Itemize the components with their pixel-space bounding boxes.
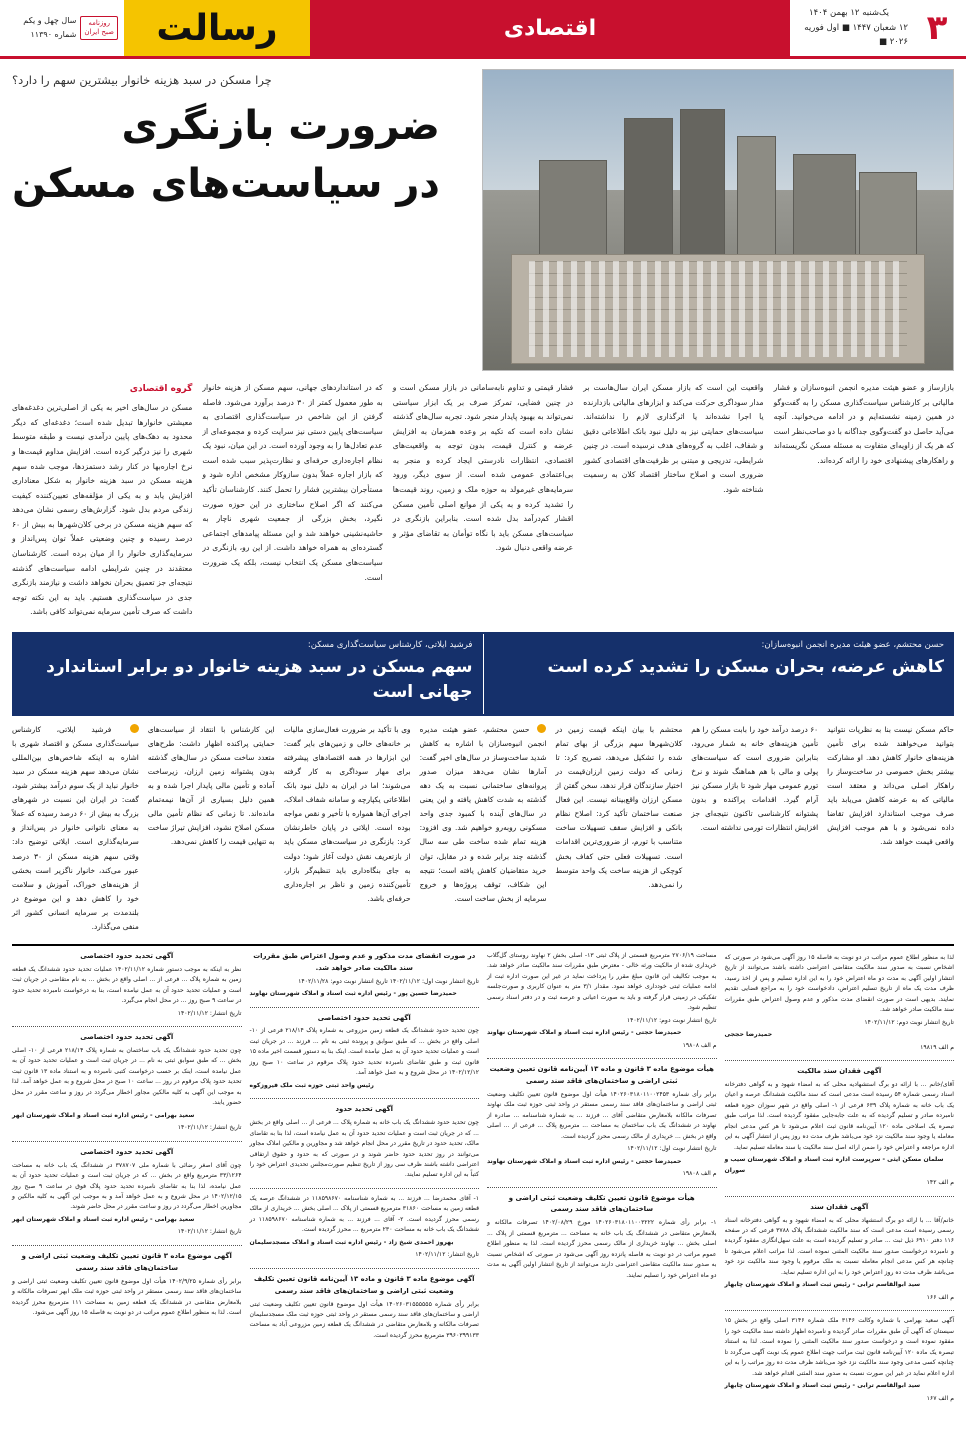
interview-body bbox=[0, 716, 966, 940]
section-title: اقتصادی bbox=[310, 0, 790, 56]
interview-1-col-2 bbox=[148, 723, 275, 934]
photo-building bbox=[859, 172, 917, 258]
ad-signature: سید ابوالقاسم ترابی - رئیس ثبت اسناد و املاک شهرستان چابهار bbox=[724, 1281, 921, 1289]
interview-1-eyebrow: فرشید ایلاتی، کارشناس سیاست‌گذاری مسکن: bbox=[307, 639, 473, 650]
ad-body: برابر رأی شماره ۱۴۰۲/۹/۲۵ هیأت اول موضوع قانون تعیین تکلیف وضعیت ثبتی اراضی و ساختمان‌های فاقد سند رسمی مستقر در واحد ثبتی حوزه ثبت ملک ابهر تصرفات مالکانه و بلامعارض متقاضی در ششدانگ یک قطعه زمین به مساحت ۱۱۱ مترمربع محرز گردیده است. لذا به منظور اطلاع عموم مراتب در دو نوبت به فاصله ۱۵ روز آگهی می‌شود. bbox=[12, 1277, 242, 1317]
ad-body: لذا به منظور اطلاع عموم مراتب در دو نوبت به فاصله ۱۵ روز آگهی می‌شود در صورتی که اشخاص نسبت به صدور سند مالکیت متقاضی اعتراضی داشته باشند می‌توانند از تاریخ انتشار اولین آگهی به مدت دو ماه اعتراض خود را به این اداره تسلیم و پس از اخذ رسید، ظرف مدت یک ماه از تاریخ تسلیم اعتراض، دادخواست خود را به مراجع قضایی تقدیم نمایند. بدیهی است در صورت انقضای مدت مذکور و عدم وصول اعتراض طبق مقررات سند مالکیت صادر خواهد شد. bbox=[724, 953, 954, 1014]
headline-line-2: در سیاست‌های مسکن bbox=[12, 161, 440, 207]
classifieds-column-3 bbox=[250, 951, 480, 1411]
stamp-line-1: روزنامه bbox=[88, 18, 111, 27]
ad-title: در صورت انقضای مدت مذکور و عدم وصول اعتراض طبق مقررات سند مالکیت صادر خواهد شد. bbox=[253, 951, 476, 972]
ad-separator bbox=[487, 1058, 717, 1059]
classifieds-section bbox=[0, 946, 966, 1419]
ad-date: تاریخ انتشار نوبت دوم: ۱۴۰۲/۱۱/۱۲ bbox=[626, 1016, 717, 1024]
photo-foreground-block bbox=[511, 254, 925, 364]
interview-1-p2: ایلاتی توضیح داد: وقتی سهم هزینه مسکن از ۳۰ درصد عبور می‌کند، خانوار ناگزیر است بخشی از هزینه‌های خوراک، آموزش و سلامت خود را کاهش دهد و این موضوع در بلندمدت بر سرمایه انسانی کشور اثر منفی می‌گذارد. bbox=[11, 837, 139, 931]
ad-signature: سید ابوالقاسم ترابی - رئیس ثبت اسناد و املاک شهرستان چابهار bbox=[724, 1382, 921, 1390]
ad-separator bbox=[12, 1141, 242, 1142]
ad-separator bbox=[250, 1268, 480, 1269]
ad-signature: سعید بهرامی - رئیس اداره ثبت اسناد و املاک شهرستان ابهر bbox=[12, 1111, 195, 1119]
hero-text bbox=[12, 69, 470, 371]
issue-number: شماره ۱۱۳۹۰ bbox=[30, 30, 77, 39]
classified-ad bbox=[250, 951, 480, 1000]
ad-signature: حمیدرضا حجتی - رئیس اداره ثبت اسناد و املاک شهرستان نهاوند bbox=[487, 1029, 682, 1037]
classified-ad bbox=[487, 1064, 717, 1180]
ad-signature: سعید بهرامی - رئیس اداره ثبت اسناد و املاک شهرستان ابهر bbox=[12, 1215, 195, 1223]
ad-separator bbox=[725, 1196, 955, 1197]
classified-ad bbox=[487, 1193, 717, 1282]
lead-column-5: بازارساز و عضو هیئت مدیره انجمن انبوه‌سازان و فشار مالیاتی بر کارشناس سیاست‌گذاری مسکن را به گفت‌وگو در همین زمینه نشسته‌ایم و در ادامه می‌خوانید. آنچه می‌آید حاصل دو گفت‌وگوی جداگانه با دو صاحب‌نظر است که هر یک از زاویه‌ای متفاوت به مسئله مسکن نگریسته‌اند و راهکارهای پیشنهادی خود را ارائه کرده‌اند. bbox=[773, 383, 954, 465]
interview-2-col-2 bbox=[555, 723, 682, 934]
date-lunar-gregorian: ۱۲ شعبان ۱۴۴۷ ■ اول فوریه ۲۰۲۶ ■ bbox=[804, 22, 908, 48]
ad-body: چون آقای اصغر رضائی با شماره ملی ۳۷۸۷۰۷ در ششدانگ یک باب خانه به مساحت ۳۳/۱۲۶۴ مترمربع واقع در بخش ... که در جریان ثبت است و عملیات تحدید حدود آن به عمل نیامده، لذا بنا به تقاضای نامبرده تحدید حدود پلاک فوق در ساعت ۹ صبح روز ۱۴۰۲/۱۲/۱۵ در محل شروع و به عمل خواهد آمد و به موجب این آگهی به کلیه مالکین و مجاورین اخطار می‌گردد در روز و ساعت مقرر در محل حاضر شوند. bbox=[12, 1161, 242, 1211]
interview-2-p2: وی افزود: هزینه تمام شده ساخت طی سه سال گذشته چند برابر شده و در مقابل، توان خرید متقاضیان کاهش یافته است؛ نتیجه این شکاف، توقف پروژه‌ها و خروج سرمایه از بخش ساخت است. bbox=[419, 823, 547, 903]
interview-2-p4: این فعال صنعت ساختمان تأکید کرد: اصلاح نظام بانکی و افزایش سقف تسهیلات ساخت متناسب با تورم، از ضروری‌ترین اقدامات است. تسهیلات فعلی حتی کفاف بخش کوچکی از هزینه ساخت یک واحد متوسط را نمی‌دهد. bbox=[555, 795, 683, 889]
ad-title: آگهی موضوع ماده ۳ قانون و ماده ۱۳ آیین‌نامه قانون تعیین تکلیف وضعیت ثبتی اراضی و ساختمان‌های فاقد سند رسمی bbox=[254, 1274, 475, 1295]
hero-photo bbox=[482, 69, 954, 371]
classifieds-column-2 bbox=[487, 951, 717, 1411]
classified-ad bbox=[250, 1194, 480, 1261]
ad-body: آقای/خانم ... با ارائه دو برگ استشهادیه محلی که به امضاء شهود و به گواهی دفترخانه اسناد رسمی شماره ۵۴ رسیده است مدعی است که سند مالکیت ششدانگ عرصه و اعیان یک باب خانه به شماره پلاک ۶۳۹ فرعی از ۱- اصلی واقع در شهر سوزان حوزه قطعه نامبرده صادر و تسلیم گردیده که به علت جابه‌جایی مفقود گردیده است. لذا مراتب طبق تبصره یک اصلاحی ماده ۱۲۰ آیین‌نامه قانون ثبت اعلام می‌شود تا هر کس مدعی انجام معامله یا وجود سند مالکیت نزد خود می‌باشد ظرف مدت ده روز پس از انتشار آگهی به این اداره مراجعه و اعتراض خود را ضمن ارائه اصل سند مالکیت یا سند معامله تسلیم نماید. bbox=[724, 1080, 955, 1151]
ad-body: چون تحدید حدود ششدانگ یک باب ساختمان به شماره پلاک ۲۱۸/۱۴ فرعی از ۱۰- اصلی بخش ... که طبق سوابق ثبتی به نام ... در جریان ثبت است و عملیات تحدید حدود آن به عمل نیامده است، اینک بر حسب درخواست کتبی نامبرده و به استناد ماده ۱۳ قانون ثبت تحدید حدود پلاک مرقوم در روز ... ساعت ۱۰ صبح در محل شروع و به عمل خواهد آمد. لذا به موجب این آگهی به کلیه مالکین مجاور اخطار می‌گردد در روز و ساعت مقرر در محل حضور یابند. bbox=[12, 1046, 242, 1107]
lead-column-1 bbox=[12, 381, 192, 620]
ad-body: مساحت ۲۷۰۶/۱۹ مترمربع قسمتی از پلاک ثبتی ۱۳- اصلی بخش ۲ نهاوند روستای گل‌گلاب خریداری شده از مالکیت ورثه خالی - معترض طبق مقررات سند مالکیت صادر خواهد شد. به موجب تکالیف این قانون مبلغ مقرر را پرداخت نماید در غیر این صورت اداره ثبت از ادامه عملیات ثبتی خودداری خواهد نمود. مقدار ۳/۱ متر به عنوان کاربری و صورت‌جلسه تفکیکی در زمینی قرار گرفته و باید به صورت اعیانی و عرصه ثبت و در دفتر اسناد رسمی تنظیم شود. bbox=[487, 951, 717, 1012]
interview-2-eyebrow: حسن محتشم، عضو هیئت مدیره انجمن انبوه‌سازان: bbox=[761, 639, 944, 650]
ad-body: ۱- آقای محمدرضا ... فرزند ... به شماره شناسنامه ۱۱۸۵۹۸۶۷۰ در ششدانگ عرصه یک قطعه زمین به مساحت ۳۱۸۶۰ مترمربع قسمتی از پلاک ... اصلی بخش ... خریداری از مالک رسمی محرز گردیده است. ۲- آقای ... فرزند ... به شماره شناسنامه ۱۱۸۵۹۸۶۷۰ در ششدانگ یک باب خانه به مساحت ۲۳۰ مترمربع ... محرز گردیده است. bbox=[249, 1194, 480, 1234]
classified-ad bbox=[725, 953, 955, 1053]
ad-date: تاریخ انتشار نوبت اول: ۱۴۰۲/۱۱/۱۲ تاریخ انتشار نوبت دوم: ۱۴۰۲/۱۱/۲۸ bbox=[298, 977, 479, 985]
ad-title: آگهی موضوع ماده ۳ قانون تعیین تکلیف وضعیت ثبتی اراضی و ساختمان‌های فاقد سند رسمی bbox=[21, 1251, 232, 1272]
classified-ad bbox=[725, 1202, 955, 1304]
byline: گروه اقتصادی bbox=[129, 384, 193, 394]
ad-body: برابر رأی شماره ۱۴۰۲۶۰۳۱۸۰۱۱۰۰۲۴۵۳ هیأت اول موضوع قانون تعیین تکلیف وضعیت ثبتی اراضی و ساختمان‌های فاقد سند رسمی مستقر در واحد ثبتی حوزه ثبت ملک نهاوند تصرفات مالکانه بلامعارض متقاضی آقای ... فرزند ... به شماره شناسنامه ... صادره از نهاوند در ششدانگ یک باب ساختمان به مساحت ... مترمربع پلاک ... فرعی از ... اصلی واقع در بخش ... خریداری از مالک رسمی محرز گردیده است. bbox=[487, 1090, 717, 1140]
classified-ad bbox=[12, 1251, 242, 1319]
stamp-line-2: صبح ایران bbox=[84, 28, 114, 36]
ad-body: چون تحدید حدود ششدانگ یک باب خانه به شماره پلاک ... فرعی از ... اصلی واقع در بخش ... که در جریان ثبت است و عملیات تحدید حدود آن به عمل نیامده است، لذا بنا به تقاضای مالک، تحدید حدود در تاریخ مقرر در محل انجام خواهد شد و مجاورین و مالکین املاک مجاور می‌توانند در روز تحدید حدود حاضر شوند و در صورتی که به حدود و حقوق ارتفاقی اعتراضی داشته باشند ظرف سی روز از تاریخ تنظیم صورت‌مجلس تحدیدی اعتراض خود را کتباً به این اداره تسلیم نمایند. bbox=[249, 1119, 479, 1179]
ad-body: چون تحدید حدود ششدانگ یک قطعه زمین مزروعی به شماره پلاک ۲۱۸/۱۴ فرعی از ۱۰- اصلی واقع در بخش ... که طبق سوابق و پرونده ثبتی به نام ... فرزند ... در جریان ثبت است و عملیات تحدید حدود آن به عمل نیامده است. اینک بنا به دستور قسمت اخیر ماده ۱۵ قانون ثبت و طبق تقاضای نامبرده تحدید حدود پلاک مرقوم در ساعت ۱۰ صبح روز ۱۴۰۲/۱۲/۱۲ در محل شروع و به عمل خواهد آمد. bbox=[249, 1027, 479, 1077]
paper-stamp bbox=[80, 16, 118, 41]
newspaper-logo bbox=[124, 0, 310, 56]
hero-section bbox=[0, 59, 966, 375]
ad-title: آگهی تحدید حدود اختصاصی bbox=[317, 1013, 411, 1022]
issue-lines bbox=[23, 14, 76, 43]
classified-ad bbox=[250, 1274, 480, 1342]
issue-year: سال چهل و یکم bbox=[23, 15, 77, 25]
photo-tower bbox=[680, 109, 724, 258]
ad-date: تاریخ انتشار نوبت اول: ۱۴۰۲/۱۱/۱۲ bbox=[627, 1145, 717, 1153]
ad-separator bbox=[725, 1060, 955, 1061]
ad-extra: م الف ۱۹۸۰۸ bbox=[682, 1170, 717, 1178]
ad-body: ۱- برابر رأی شماره ۱۴۰۲۶۰۳۱۸۰۱۱۰۰۳۲۲۲ مورخ ۱۴۰۲/۰۸/۲۹ تصرفات مالکانه و بلامعارض متقاضی در ششدانگ یک باب خانه به مساحت ... مترمربع قسمتی از پلاک ... اصلی بخش ... نهاوند خریداری از مالک رسمی محرز گردیده است. لذا به منظور اطلاع عموم مراتب در دو نوبت به فاصله پانزده روز آگهی می‌شود در صورتی که اشخاص نسبت به صدور سند مالکیت متقاضی اعتراضی دارند می‌توانند از تاریخ انتشار اولین آگهی به مدت دو ماه اعتراض خود را تسلیم نمایند. bbox=[487, 1219, 717, 1279]
ad-extra: م الف ۱۶۶ bbox=[926, 1293, 954, 1301]
photo-tower bbox=[737, 136, 777, 258]
page-title bbox=[12, 97, 440, 213]
interview-2-title: کاهش عرضه، بحران مسکن را تشدید کرده است bbox=[547, 656, 944, 677]
classified-ad bbox=[12, 1032, 242, 1134]
interview-2-p1: حسن محتشم، عضو هیئت مدیره انجمن انبوه‌سازان با اشاره به کاهش شدید ساخت‌وساز در سال‌های اخیر گفت: آمارها نشان می‌دهد میزان صدور پروانه‌های ساختمانی نسبت به یک دهه گذشته به شدت کاهش یافته و این یعنی در سال‌های آینده با کمبود جدی واحد مسکونی روبه‌رو خواهیم شد. bbox=[419, 724, 547, 833]
ad-title: هیأت موضوع قانون تعیین تکلیف وضعیت ثبتی اراضی و ساختمان‌های فاقد سند رسمی bbox=[508, 1193, 695, 1214]
ad-signature: حمیدرضا حسین پور - رئیس اداره ثبت اسناد و املاک شهرستان نهاوند bbox=[249, 990, 457, 998]
photo-building bbox=[793, 154, 856, 258]
interview-headline-bar bbox=[12, 632, 954, 716]
interview-2-col-1 bbox=[420, 723, 547, 934]
ad-title: هیأت موضوع ماده ۳ قانون و ماده ۱۳ آیین‌نامه قانون تعیین وضعیت ثبتی اراضی و ساختمان‌های فاقد سند رسمی bbox=[489, 1065, 714, 1085]
interview-1-p4: وی با تأکید بر ضرورت فعال‌سازی مالیات بر خانه‌های خالی و زمین‌های بایر گفت: این ابزارها در همه اقتصادهای پیشرفته برای مهار سوداگری به کار گرفته می‌شوند؛ اما در ایران به دلیل نبود بانک اطلاعاتی یکپارچه و سامانه شفاف املاک، اجرای آن‌ها همواره با تأخیر و نقص مواجه بوده است. bbox=[283, 724, 411, 833]
interview-2-col-a: ۶۰ درصد درآمد خود را بابت مسکن را هم تأمین هزینه‌های خانه به شمار می‌رود، بنابراین ضروری است که سیاست‌های پولی و مالی با هم هماهنگ شوند و نرخ تورم عمومی مهار شود تا بازار مسکن نیز آرام گیرد. اقدامات پراکنده و بدون پشتوانه کارشناسی تاکنون نتیجه‌ای جز افزایش انتظارات تورمی نداشته است. bbox=[691, 724, 819, 833]
ad-date: تاریخ انتشار: ۱۴۰۲/۱۱/۱۲ bbox=[177, 1228, 242, 1236]
bullet-icon bbox=[537, 724, 546, 733]
ad-separator bbox=[725, 1310, 955, 1311]
ad-title: آگهی تحدید حدود اختصاصی bbox=[80, 1033, 174, 1042]
interview-1-header bbox=[12, 634, 484, 714]
interview-1-title: سهم مسکن در سبد هزینه خانوار دو برابر استاندارد جهانی است bbox=[46, 656, 473, 703]
ad-separator bbox=[250, 1098, 480, 1099]
logo-text: رسالت bbox=[156, 7, 278, 49]
interview-1-col-3 bbox=[284, 723, 411, 934]
bullet-icon bbox=[130, 724, 139, 733]
ad-title: آگهی تحدید حدود اختصاصی bbox=[80, 1147, 174, 1156]
ad-separator bbox=[12, 1245, 242, 1246]
interview-2-col-b: حاکم مسکن نیست بنا به نظریات نتوانید بتوانید می‌خواهند شده برای تأمین هزینه‌های خانوار کاهش دهد. او مشارکت بیشتر بخش خصوصی در ساخت‌وساز را راهکار اصلی می‌داند و معتقد است مالیاتی که به عرضه کاهش می‌یابد باید صرف موجب استاندارد افزایش تقاضا داده نمی‌شود و با هم موجب افزایش واقعی قیمت خواهد شد. bbox=[827, 724, 954, 847]
ad-body: آگهی سعید بهرامی با شماره وکالت ۳۱۴۶ ملک شماره ۳۱۴۶ اصلی واقع در بخش ۱۵ سیستان که آگهی آن طبق مقررات صادر گردیده و نامبرده اظهار داشته سند مالکیت خود را مفقود نموده است و درخواست صدور سند مالکیت المثنی را نموده است. لذا به استناد تبصره یک ماده ۱۲۰ آیین‌نامه قانون ثبت مراتب جهت اطلاع عموم یک نوبت آگهی می‌گردد تا چنانچه کسی مدعی وجود سند مالکیت نزد خود می‌باشد ظرف مدت ده روز مراتب را به این اداره اعلام نماید در غیر این صورت نسبت به صدور سند المثنی اقدام خواهد شد. bbox=[724, 1317, 955, 1377]
ad-extra: م الف ۱۹۸۰۸ bbox=[682, 1041, 717, 1049]
interview-2-p3: محتشم با بیان اینکه قیمت زمین در کلان‌شهرها سهم بزرگی از بهای تمام شده را تشکیل می‌دهد، تصریح کرد: تا زمانی که دولت زمین ارزان‌قیمت در اختیار سازندگان قرار ندهد، سخن گفتن از مسکن ارزان واقع‌بینانه نیست. bbox=[555, 724, 683, 805]
ad-separator bbox=[12, 1026, 242, 1027]
ad-signature: حمیدرضا حجتی - رئیس اداره ثبت اسناد و املاک شهرستان نهاوند bbox=[487, 1157, 682, 1165]
lead-column-3: فشار قیمتی و تداوم نابه‌سامانی در بازار مسکن است و در چنین فضایی، تمرکز صرف بر یک ابزار سیاستی نمی‌تواند به بهبود پایدار منجر شود. تجربه سال‌های گذشته نشان داده است که تکیه بر وعده همزمان به افزایش عرضه و کنترل قیمت، بدون توجه به واقعیت‌های اقتصادی، انتظارات نادرستی ایجاد کرده و منجر به بی‌اعتمادی عمومی شده است. از سوی دیگر، ورود سرمایه‌های غیرمولد به حوزه ملک و زمین، روند قیمت‌ها را تشدید کرده و به یکی از موانع اصلی تأمین مسکن اقشار کم‌درآمد بدل شده است. بنابراین بازنگری در سیاست‌های مسکن باید با نگاه توأمان به تقاضای مؤثر و عرضه واقعی دنبال شود. bbox=[392, 383, 574, 553]
classified-ad bbox=[250, 1013, 480, 1092]
ad-extra: م الف ۱۴۲ bbox=[926, 1179, 954, 1187]
interview-1-col-1 bbox=[12, 723, 139, 934]
ad-separator bbox=[250, 1188, 480, 1189]
interview-2-header bbox=[484, 634, 955, 714]
ad-body: برابر رأی شماره ۱۴۰۲۶۰۳۱۵۵۵۵۵۵ هیأت اول موضوع قانون تعیین تکلیف وضعیت ثبتی اراضی و ساختمان‌های فاقد سند رسمی مستقر در واحد ثبتی حوزه ثبت ملک مسجدسلیمان تصرفات مالکانه و بلامعارض متقاضی در ششدانگ یک قطعه زمین مزروعی آباد به مساحت ۳۹۶۰۳۹۹۱۳۳ مترمربع محرز گردیده است. bbox=[249, 1300, 479, 1339]
issue-meta bbox=[0, 0, 124, 56]
ad-separator bbox=[250, 1007, 480, 1008]
ad-date: تاریخ انتشار: ۱۴۰۲/۱۱/۱۲ bbox=[177, 1009, 242, 1017]
hero-kicker: چرا مسکن در سبد هزینه خانوار بیشترین سهم را دارد؟ bbox=[12, 73, 272, 87]
ad-extra: م الف ۱۶۷ bbox=[926, 1394, 954, 1402]
interview-1-p3: این کارشناس با انتقاد از سیاست‌های حمایتی پراکنده اظهار داشت: طرح‌های متعدد ساخت مسکن در سال‌های گذشته بدون پشتوانه زمین ارزان، زیرساخت آماده و تأمین مالی پایدار اجرا شده و به همین دلیل بسیاری از آن‌ها نیمه‌تمام مانده‌اند. تا زمانی که نظام تأمین مالی مسکن اصلاح نشود، افزایش تیراژ ساخت به تنهایی قیمت را کاهش نمی‌دهد. bbox=[147, 724, 275, 847]
classifieds-column-4 bbox=[12, 951, 242, 1411]
ad-signature: رئیس واحد ثبتی حوزه ثبت ملک فیروزکوه bbox=[249, 1081, 374, 1089]
ad-signature: سلمان مسکن ایثی - سرپرست اداره ثبت اسناد و املاک شهرستان سیب و سوران bbox=[724, 1156, 944, 1174]
ad-title: آگهی تحدید حدود اختصاصی bbox=[80, 951, 174, 960]
classified-ad bbox=[725, 1316, 955, 1404]
page-number: ۳ bbox=[908, 0, 966, 56]
ad-signature: حمیدرضا حججی bbox=[724, 1031, 773, 1039]
ad-date: تاریخ انتشار نوبت دوم: ۱۴۰۲/۱۱/۱۲ bbox=[864, 1018, 954, 1026]
lead-column-2: که در استانداردهای جهانی، سهم مسکن از هزینه خانوار به طور معمول کمتر از ۳۰ درصد برآورد می‌شود. فاصله گرفتن از این شاخص در سیاست‌گذاری اقتصادی به سیاست‌های پایین دستی نیز سرایت کرده و مجموعه‌ای از عدم تعادل‌ها را به وجود آورده است. در این میان، نبود یک نظام اجاره‌داری حرفه‌ای و نظارت‌پذیر سبب شده است که بازار اجاره عملاً بدون سازوکار مشخص اداره شود و مستأجران بیشترین فشار را تحمل کنند. کارشناسان تأکید می‌کنند که اگر اصلاح ساختاری در این حوزه صورت نگیرد، بخش بزرگی از جمعیت شهری ناچار به حاشیه‌نشینی خواهند شد و این مسئله پیامدهای اجتماعی گسترده‌ای به همراه خواهد داشت. از این رو، بازنگری در سیاست‌های مسکن یک انتخاب نیست، بلکه یک ضرورت است. bbox=[202, 383, 383, 582]
ad-body: خانم/آقا ... با ارائه دو برگ استشهاد محلی که به امضاء شهود و به گواهی دفترخانه اسناد رسمی رسیده است مدعی است که سند مالکیت ششدانگ پلاک ۳۷۸۸ فرعی که در صفحه ۱۱۶ دفتر ۶۹۱۰ ذیل ثبت ... صادر و تسلیم گردیده است به علت سهل‌انگاری مفقود گردیده و نامبرده درخواست صدور سند مالکیت المثنی نموده است. لذا مراتب اعلام می‌شود تا چنانچه هر کس مدعی انجام معامله نسبت به ملک مرقوم یا وجود سند مالکیت نزد خود می‌باشد ظرف مدت ده روز اعتراض خود را به این اداره تسلیم نماید. bbox=[724, 1216, 955, 1276]
ad-body: نظر به اینکه به موجب دستور شماره ۱۴۰۲/۱۱/۱۲ عملیات تحدید حدود ششدانگ یک قطعه زمین به شماره پلاک ... فرعی از ... اصلی واقع در بخش ... به نام متقاضی در جریان ثبت است و عملیات تحدید حدود آن به عمل نیامده است، بنا به درخواست نامبرده تحدید حدود در ساعت ۹ صبح روز ... در محل انجام می‌گیرد. bbox=[12, 965, 242, 1005]
lead-column-4: واقعیت این است که بازار مسکن ایران سال‌هاست بر مدار سوداگری حرکت می‌کند و ابزارهای مالیاتی بازدارنده یا اجرا نشده‌اند یا اثرگذاری لازم را نداشته‌اند. سیاست‌های حمایتی نیز به دلیل نبود بانک اطلاعاتی دقیق و شفاف، اغلب به گروه‌های هدف نرسیده است. در چنین شرایطی، تدریجی و مبتنی بر ظرفیت‌های اقتصادی کشور ضروری است و اصلاح ساختار اقتصاد کلان به رسمیت شناخته شود. bbox=[583, 383, 764, 495]
ad-separator bbox=[487, 1187, 717, 1188]
classified-ad bbox=[725, 1066, 955, 1189]
ad-title: آگهی فقدان سند مالکیت bbox=[797, 1067, 882, 1076]
classified-ad bbox=[487, 951, 717, 1051]
headline-line-1: ضرورت بازنگری bbox=[121, 103, 440, 149]
date-solar: یک‌شنبه ۱۲ بهمن ۱۴۰۴ bbox=[809, 8, 889, 19]
classified-ad bbox=[12, 1147, 242, 1238]
photo-building bbox=[539, 160, 607, 258]
photo-tower bbox=[624, 118, 673, 258]
interview-1-p1: فرشید ایلاتی، کارشناس سیاست‌گذاری مسکن و اقتصاد شهری با اشاره به اینکه شاخص‌های بین‌المللی نشان می‌دهد سهم هزینه مسکن در سبد خانوار نباید از یک سوم درآمد بیشتر شود، گفت: در ایران این نسبت در شهرهای بزرگ به بیش از ۶۰ درصد رسیده که عملاً به معنای ناتوانی خانوار در پس‌انداز و سرمایه‌گذاری است. bbox=[11, 724, 139, 847]
lead-article bbox=[0, 375, 966, 628]
lead-column-1-text: مسکن در سال‌های اخیر به یکی از اصلی‌ترین دغدغه‌های معیشتی خانوارها تبدیل شده است؛ دغدغه‌ای که دیگر محدود به دهک‌های پایین درآمدی نیست و طبقه متوسط شهری را نیز درگیر کرده است. افزایش مداوم قیمت‌ها و نرخ اجاره‌بها در کنار رشد دستمزدها، موجب شده سهم هزینه مسکن در سبد هزینه خانوار به شکل معناداری افزایش یابد و به یکی از مؤلفه‌های تعیین‌کننده کیفیت زندگی مردم بدل شود. گزارش‌های رسمی نشان می‌دهد که سهم هزینه مسکن در برخی کلان‌شهرها به بیش از ۶۰ درصد رسیده و چنین وضعیتی عملاً توان پس‌انداز و سرمایه‌گذاری خانوار را از میان برده است. کارشناسان معتقدند در چنین شرایطی ادامه سیاست‌های گذشته نتیجه‌ای جز تعمیق بحران نخواهد داشت و نیازمند بازنگری جدی در سیاست‌گذاری هستیم. باید به این نکته توجه داشت که صرف تأمین سرمایه نمی‌تواند کافی باشد. bbox=[11, 403, 193, 617]
masthead bbox=[0, 0, 966, 56]
classifieds-column-1 bbox=[725, 951, 955, 1411]
ad-date: تاریخ انتشار: ۱۴۰۲/۱۱/۱۲ bbox=[177, 1124, 242, 1132]
ad-date: تاریخ انتشار: ۱۴۰۲/۱۱/۱۲ bbox=[415, 1251, 479, 1259]
classified-ad bbox=[250, 1104, 480, 1181]
date-block bbox=[790, 0, 908, 56]
ad-extra: م الف ۱۹۸۱۹ bbox=[920, 1043, 954, 1051]
interview-1-p5: ایلاتی در پایان خاطرنشان کرد: بازنگری در سیاست‌های مسکن باید از بازتعریف نقش دولت آغاز شود؛ دولت به جای بنگاه‌داری باید تنظیم‌گر بازار، تأمین‌کننده زمین و ناظر بر اجاره‌داری حرفه‌ای باشد. bbox=[283, 823, 411, 903]
classified-ad bbox=[12, 951, 242, 1019]
ad-signature: بهروز احمدی شیخ زاد - رئیس اداره ثبت اسناد و املاک مسجدسلیمان bbox=[249, 1238, 454, 1246]
ad-title: آگهی فقدان سند bbox=[810, 1202, 869, 1211]
ad-title: آگهی تحدید حدود bbox=[335, 1105, 394, 1114]
